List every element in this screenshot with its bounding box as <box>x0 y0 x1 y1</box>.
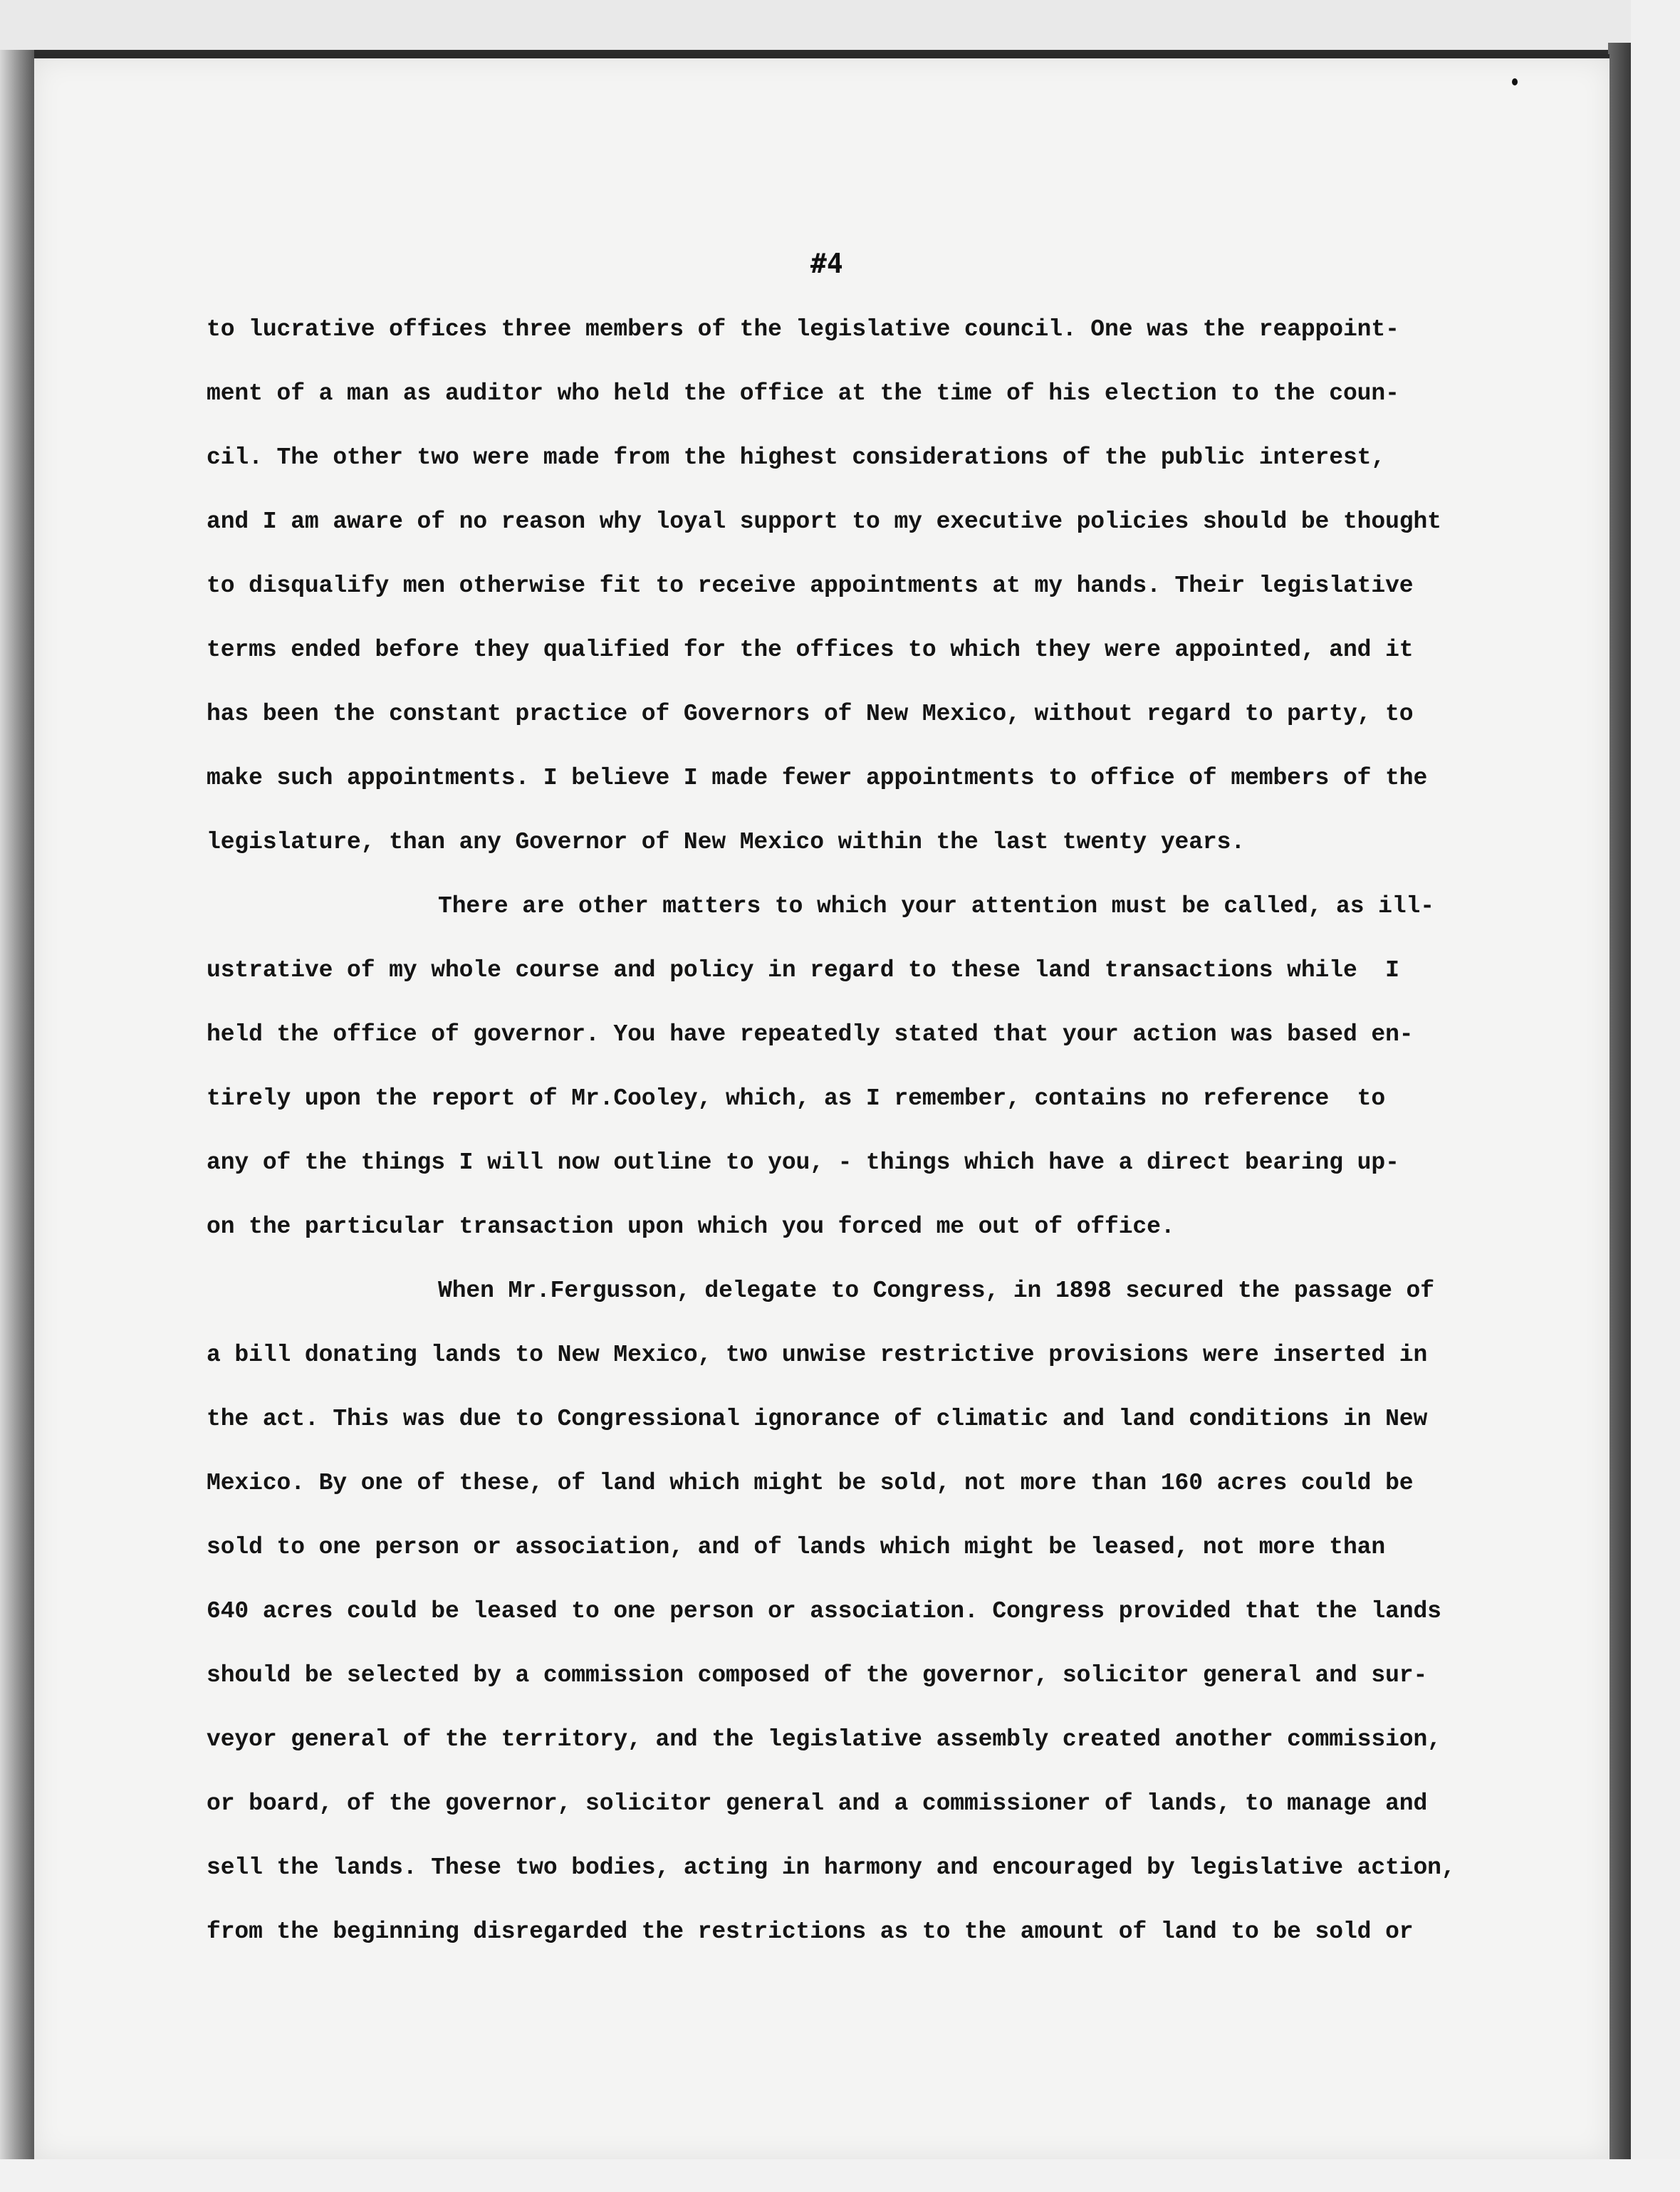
text-line: held the office of governor. You have repeatedly stated that your action was based en- <box>207 1021 1414 1048</box>
letter-body <box>207 298 1595 1964</box>
text-line: to lucrative offices three members of the legislative council. One was the reappoint- <box>207 316 1399 343</box>
text-line: has been the constant practice of Governors of New Mexico, without regard to party, to <box>207 701 1414 727</box>
text-line: Mexico. By one of these, of land which might be sold, not more than 160 acres could be <box>207 1470 1414 1496</box>
text-line: tirely upon the report of Mr.Cooley, which, as I remember, contains no reference to <box>207 1085 1386 1112</box>
text-line: a bill donating lands to New Mexico, two unwise restrictive provisions were inserted in <box>207 1342 1428 1368</box>
text-line: veyor general of the territory, and the legislative assembly created another commission, <box>207 1726 1441 1753</box>
page-number: #4 <box>810 248 843 279</box>
text-line: or board, of the governor, solicitor general and a commissioner of lands, to manage and <box>207 1790 1428 1817</box>
scan-shadow-left <box>0 50 34 2159</box>
text-line: sold to one person or association, and of lands which might be leased, not more than <box>207 1534 1386 1560</box>
text-line: should be selected by a commission composed of the governor, solicitor general and sur- <box>207 1662 1428 1689</box>
scan-border-bottom <box>0 2159 1680 2192</box>
scan-border-top <box>0 0 1680 50</box>
text-line: from the beginning disregarded the restrictions as to the amount of land to be sold or <box>207 1919 1414 1945</box>
text-line: and I am aware of no reason why loyal support to my executive policies should be thought <box>207 508 1441 535</box>
text-line: make such appointments. I believe I made fewer appointments to office of members of the <box>207 765 1428 791</box>
paragraph-start-line: There are other matters to which your attention must be called, as ill- <box>438 893 1434 919</box>
text-line: 640 acres could be leased to one person or association. Congress provided that the lands <box>207 1598 1441 1624</box>
text-line: ustrative of my whole course and policy in regard to these land transactions while I <box>207 957 1399 983</box>
text-line: terms ended before they qualified for the offices to which they were appointed, and it <box>207 637 1414 663</box>
ink-speck <box>1512 78 1518 85</box>
text-line: to disqualify men otherwise fit to receive appointments at my hands. Their legislative <box>207 573 1414 599</box>
text-line: cil. The other two were made from the highest considerations of the public interest, <box>207 444 1386 471</box>
paragraph-start-line: When Mr.Fergusson, delegate to Congress, in 1898 secured the passage of <box>438 1278 1434 1304</box>
text-line: ment of a man as auditor who held the office at the time of his election to the coun- <box>207 380 1399 407</box>
text-line: any of the things I will now outline to you, - things which have a direct bearing up- <box>207 1149 1399 1176</box>
text-line: on the particular transaction upon which you forced me out of office. <box>207 1214 1175 1240</box>
scan-border-right <box>1631 0 1680 2192</box>
text-line: the act. This was due to Congressional ignorance of climatic and land conditions in New <box>207 1406 1428 1432</box>
text-line: sell the lands. These two bodies, acting in harmony and encouraged by legislative action, <box>207 1854 1456 1881</box>
text-line: legislature, than any Governor of New Mexico within the last twenty years. <box>207 829 1246 855</box>
